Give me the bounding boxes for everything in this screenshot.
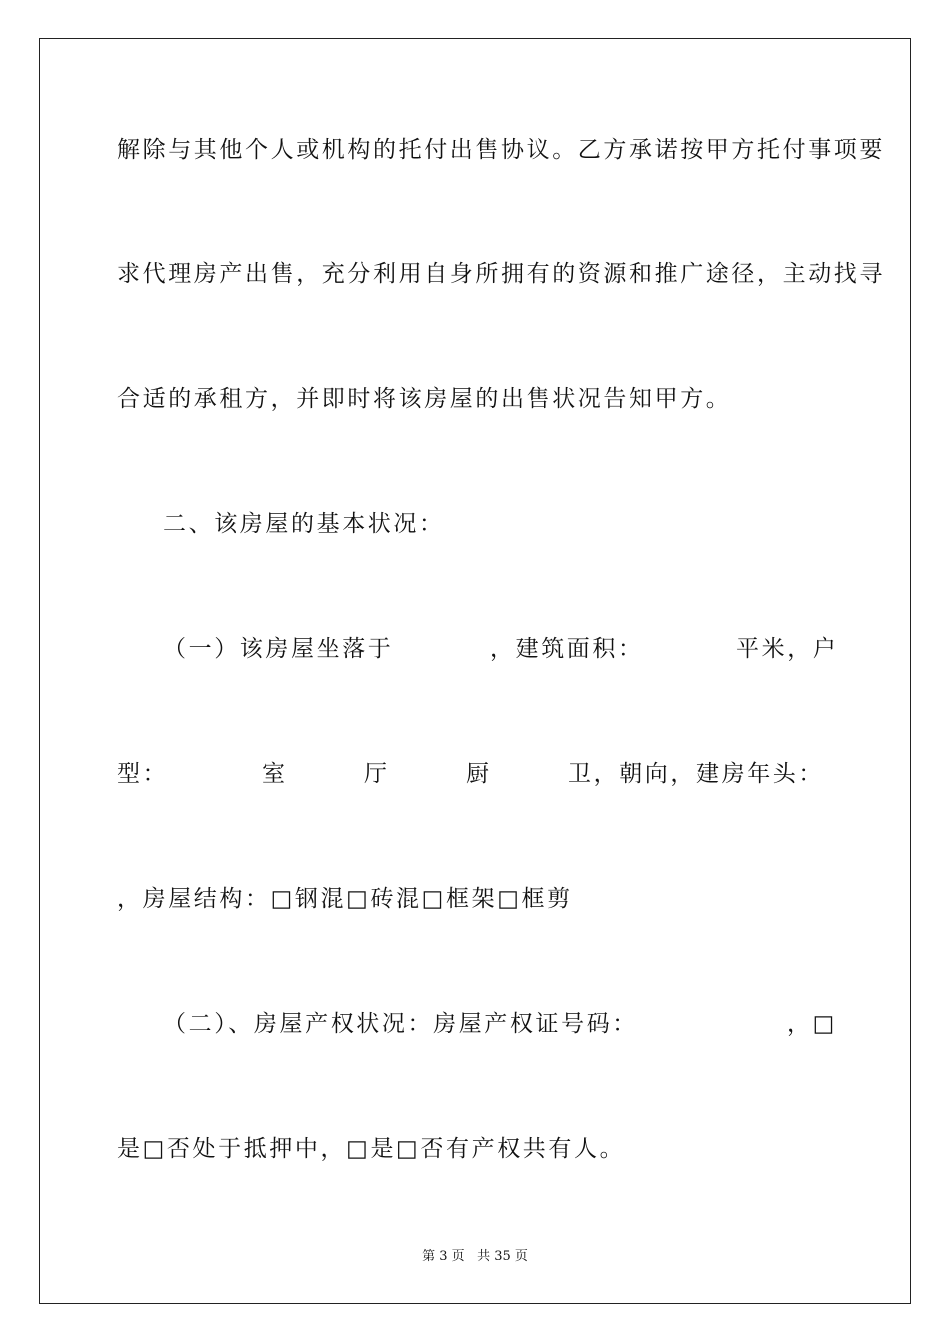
paragraph-line-3: 合适的承租方，并即时将该房屋的出售状况告知甲方。 <box>117 386 732 412</box>
structure-options-line: ，房屋结构：□钢混□砖混□框架□框剪 <box>117 886 573 912</box>
hall-label: 厅 <box>364 761 390 787</box>
kitchen-label: 厨 <box>466 761 492 787</box>
bath-orientation-year-label: 卫，朝向，建房年头： <box>568 761 824 787</box>
layout-label: 型： <box>117 761 169 787</box>
property-right-checkbox-line: ，□ <box>787 1011 837 1037</box>
section-heading-basic-status: 二、该房屋的基本状况： <box>163 511 445 537</box>
page-footer <box>0 1248 950 1266</box>
page-border <box>39 38 911 1304</box>
mortgage-coowner-line: 是□否处于抵押中，□是□否有产权共有人。 <box>117 1136 626 1162</box>
location-label: （一）该房屋坐落于 <box>163 636 394 662</box>
total-pages: 共 35 页 <box>477 1249 528 1264</box>
page-number: 第 3 页 <box>422 1249 465 1264</box>
area-label: ，建筑面积： <box>490 636 644 662</box>
area-unit-label: 平米，户 <box>736 636 839 662</box>
room-label: 室 <box>262 761 288 787</box>
paragraph-line-1: 解除与其他个人或机构的托付出售协议。乙方承诺按甲方托付事项要 <box>117 137 885 163</box>
property-right-label: （二）、房屋产权状况：房屋产权证号码： <box>163 1011 638 1037</box>
paragraph-line-2: 求代理房产出售，充分利用自身所拥有的资源和推广途径，主动找寻 <box>117 261 885 287</box>
